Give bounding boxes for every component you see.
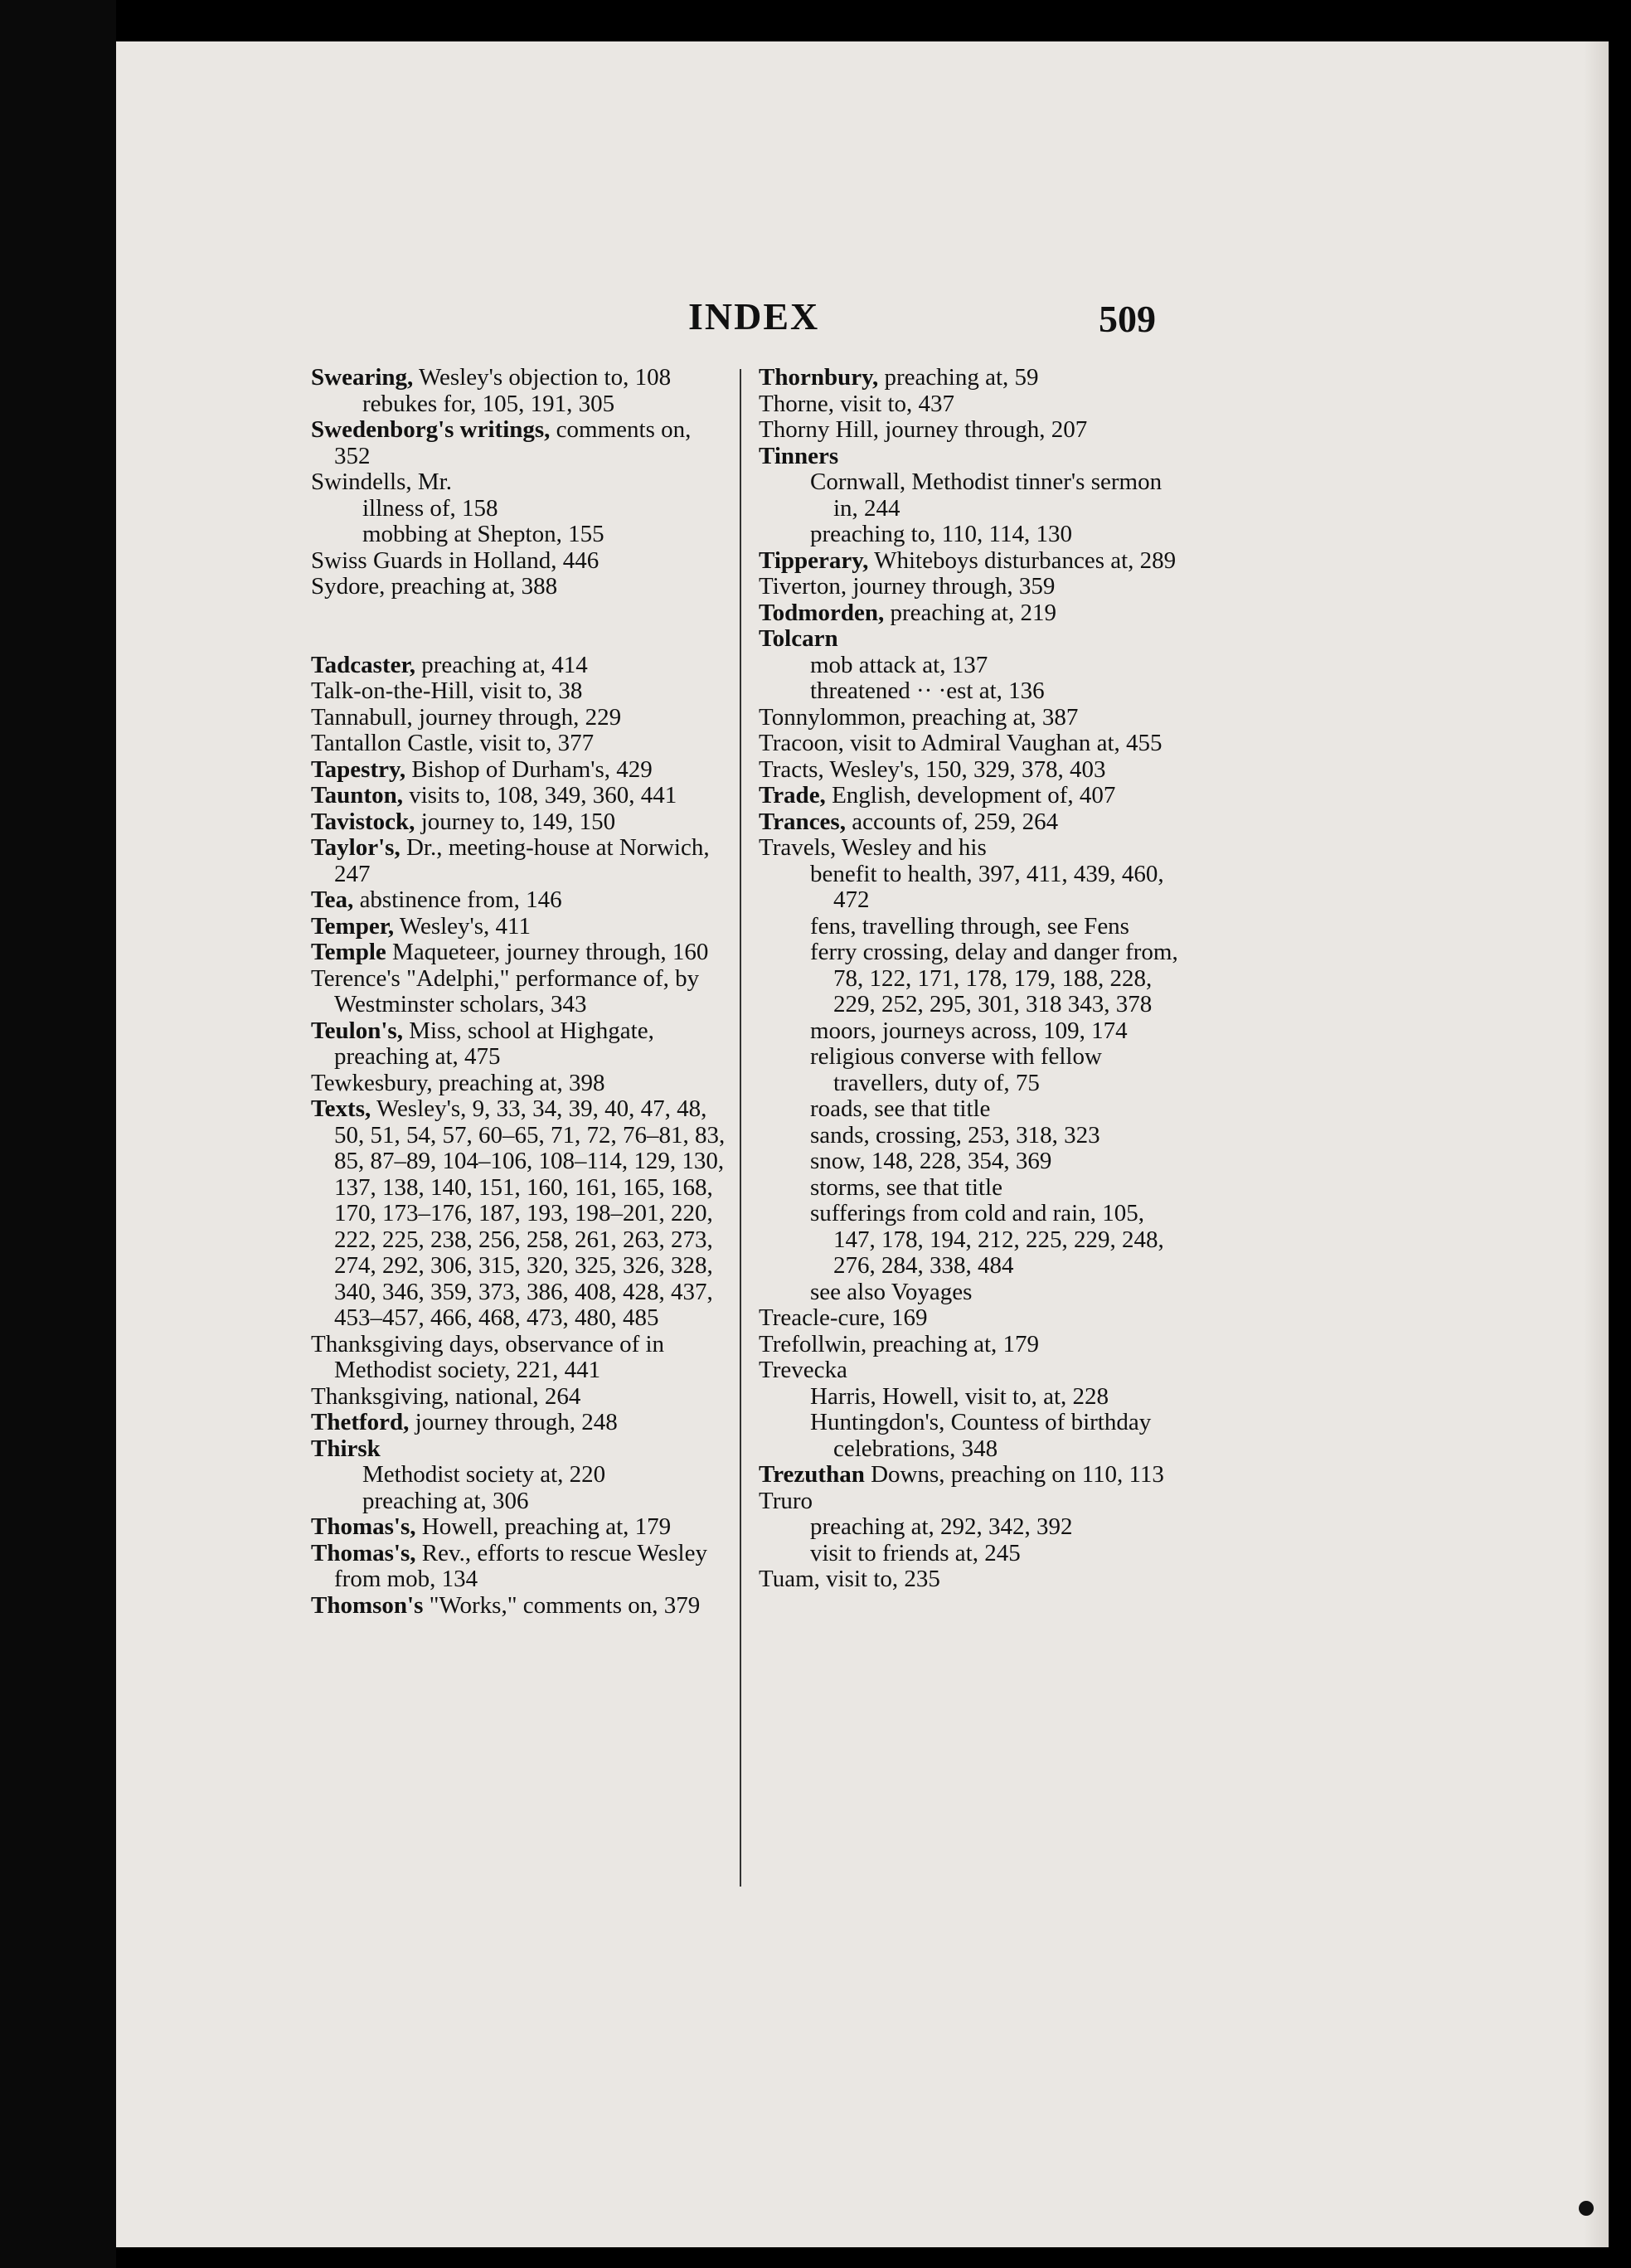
index-entry xyxy=(759,522,1190,548)
entry-text: ferry crossing, delay and danger from, 78, 122, 171, 178, 179, 188, 228, 229, 252, 295, 301, 318 343, 378 xyxy=(810,939,1178,1017)
index-entry xyxy=(759,1123,1190,1149)
entry-text: mobbing at Shepton, 155 xyxy=(362,521,604,547)
index-entry xyxy=(759,1514,1190,1541)
entry-text: Tewkesbury, preaching at, 398 xyxy=(311,1069,605,1096)
index-entry xyxy=(759,835,1190,862)
entry-text: fens, travelling through, see Fens xyxy=(810,912,1129,940)
index-entry xyxy=(311,731,726,757)
entry-text: Cornwall, Methodist tinner's sermon in, 244 xyxy=(810,469,1163,522)
index-entry xyxy=(311,574,726,600)
entry-text: Tannabull, journey through, 229 xyxy=(311,703,622,731)
entry-text: visit to friends at, 245 xyxy=(810,1539,1021,1566)
index-entry xyxy=(759,653,1190,679)
entry-text: Thorne, visit to, 437 xyxy=(759,390,955,417)
entry-heading: Taylor's, xyxy=(311,834,400,861)
index-entry xyxy=(311,522,726,548)
entry-text: Wesley's, 411 xyxy=(394,912,531,940)
index-entry xyxy=(311,1071,726,1097)
entry-heading: Tolcarn xyxy=(759,625,838,652)
index-entry xyxy=(311,365,726,391)
entry-text: preaching to, 110, 114, 130 xyxy=(810,521,1072,547)
index-entry xyxy=(311,1514,726,1541)
entry-text: sands, crossing, 253, 318, 323 xyxy=(810,1121,1100,1149)
entry-text: rebukes for, 105, 191, 305 xyxy=(362,390,615,417)
index-entry xyxy=(311,1436,726,1463)
index-entry xyxy=(311,835,726,887)
index-entry xyxy=(759,1305,1190,1332)
index-entry xyxy=(759,1489,1190,1515)
entry-heading: Thornbury, xyxy=(759,364,879,391)
entry-text: moors, journeys across, 109, 174 xyxy=(810,1017,1128,1044)
index-entry xyxy=(311,914,726,940)
entry-text: preaching at, 414 xyxy=(415,651,588,678)
entry-heading: Teulon's, xyxy=(311,1017,403,1044)
section-gap xyxy=(311,600,726,653)
entry-heading: Tadcaster, xyxy=(311,651,415,678)
index-entry xyxy=(759,1044,1190,1096)
entry-heading: Swearing, xyxy=(311,364,414,391)
index-entry xyxy=(759,469,1190,522)
index-entry xyxy=(759,444,1190,470)
entry-text: Miss, school at Highgate, preaching at, 475 xyxy=(334,1017,654,1070)
index-entry xyxy=(311,1384,726,1411)
entry-text: Tantallon Castle, visit to, 377 xyxy=(311,730,595,756)
entry-heading: Swedenborg's writings, xyxy=(311,416,551,443)
entry-heading: Tavistock, xyxy=(311,808,415,835)
entry-heading: Thetford, xyxy=(311,1409,410,1435)
entry-text: English, development of, 407 xyxy=(825,782,1116,809)
index-entry xyxy=(311,1541,726,1593)
entry-text: Huntingdon's, Countess of birthday celebrations, 348 xyxy=(810,1409,1152,1462)
index-entry xyxy=(759,417,1190,444)
index-entry xyxy=(311,1410,726,1436)
entry-text: Methodist society at, 220 xyxy=(362,1461,606,1488)
entry-text: Thanksgiving days, observance of in Methodist society, 221, 441 xyxy=(311,1330,665,1383)
index-entry xyxy=(759,600,1190,627)
entry-text: visits to, 108, 349, 360, 441 xyxy=(402,782,677,809)
index-entry xyxy=(311,391,726,418)
entry-text: benefit to health, 397, 411, 439, 460, 472 xyxy=(810,860,1164,913)
entry-text: Wesley's, 9, 33, 34, 39, 40, 47, 48, 50, 51, 54, 57, 60–65, 71, 72, 76–81, 83, 85, 87–89, 104–106, 108–114, 129, 130, 137, 138, 140, 151, 160, 161, 165, 168, 170, 173–176, 187, 193, 198–201, 220, 222, 225, 238, 256, 258, 261, 263, 273, 274, 292, 306, 315, 320, 325, 326, 328, 340, 346, 359, 373, 386, 408, 428, 437, 453–457, 466, 468, 473, 480, 485 xyxy=(334,1095,726,1331)
index-entry xyxy=(311,705,726,731)
index-entry xyxy=(311,678,726,705)
entry-text: snow, 148, 228, 354, 369 xyxy=(810,1148,1052,1174)
entry-text: sufferings from cold and rain, 105, 147, 178, 194, 212, 225, 229, 248, 276, 284, 338, 484 xyxy=(810,1200,1164,1279)
index-entry xyxy=(759,1096,1190,1123)
entry-text: preaching at, 292, 342, 392 xyxy=(810,1513,1073,1540)
running-head xyxy=(116,290,1609,340)
entry-text: "Works," comments on, 379 xyxy=(423,1591,701,1619)
index-entry xyxy=(311,809,726,836)
index-entry xyxy=(311,1332,726,1384)
entry-heading: Thomas's, xyxy=(311,1513,416,1540)
entry-text: Trefollwin, preaching at, 179 xyxy=(759,1330,1040,1357)
page-edge xyxy=(1584,41,1609,2247)
entry-text: Tracts, Wesley's, 150, 329, 378, 403 xyxy=(759,755,1106,783)
index-column-right xyxy=(759,365,1190,1593)
entry-text: Tonnylommon, preaching at, 387 xyxy=(759,703,1079,731)
entry-text: religious converse with fellow travellers, duty of, 75 xyxy=(810,1043,1102,1096)
entry-text: Tuam, visit to, 235 xyxy=(759,1566,940,1592)
index-entry xyxy=(759,678,1190,705)
entry-text: Sydore, preaching at, 388 xyxy=(311,573,558,600)
entry-text: Rev., efforts to rescue Wesley from mob, 134 xyxy=(334,1539,707,1592)
index-entry xyxy=(759,1541,1190,1567)
entry-text: Thorny Hill, journey through, 207 xyxy=(759,416,1088,443)
index-entry xyxy=(759,1018,1190,1045)
entry-text: preaching at, 59 xyxy=(878,364,1039,391)
entry-text: Thanksgiving, national, 264 xyxy=(311,1382,581,1410)
entry-text: comments on, 352 xyxy=(334,416,692,469)
index-entry xyxy=(759,783,1190,809)
index-entry xyxy=(759,1175,1190,1202)
index-entry xyxy=(759,757,1190,784)
column-divider xyxy=(740,369,741,1887)
entry-text: accounts of, 259, 264 xyxy=(845,808,1059,835)
index-entry xyxy=(311,1462,726,1489)
entry-text: Treacle-cure, 169 xyxy=(759,1304,928,1331)
index-entry xyxy=(311,469,726,496)
index-entry xyxy=(759,914,1190,940)
index-entry xyxy=(759,626,1190,653)
index-entry xyxy=(311,1489,726,1515)
index-entry xyxy=(759,548,1190,575)
index-entry xyxy=(311,783,726,809)
entry-text: Terence's "Adelphi," performance of, by Westminster scholars, 343 xyxy=(311,964,700,1017)
index-entry xyxy=(311,966,726,1018)
entry-text: Maqueteer, journey through, 160 xyxy=(386,939,709,965)
index-entry xyxy=(759,862,1190,914)
entry-heading: Temper, xyxy=(311,912,395,940)
index-entry xyxy=(759,940,1190,1018)
index-entry xyxy=(311,548,726,575)
entry-heading: Taunton, xyxy=(311,782,403,809)
entry-text: Downs, preaching on 110, 113 xyxy=(864,1461,1164,1488)
entry-text: preaching at, 306 xyxy=(362,1487,529,1514)
index-entry xyxy=(759,1462,1190,1489)
entry-text: Tiverton, journey through, 359 xyxy=(759,573,1056,600)
index-entry xyxy=(759,809,1190,836)
entry-text: Swindells, Mr. xyxy=(311,469,452,495)
entry-text: mob attack at, 137 xyxy=(810,651,988,678)
entry-text: Whiteboys disturbances at, 289 xyxy=(868,546,1177,574)
index-entry xyxy=(759,1201,1190,1280)
entry-heading: Temple xyxy=(311,939,386,965)
entry-heading: Trances, xyxy=(759,808,846,835)
entry-text: Talk-on-the-Hill, visit to, 38 xyxy=(311,677,583,704)
entry-text: Dr., meeting-house at Norwich, 247 xyxy=(334,834,710,887)
entry-heading: Thomas's, xyxy=(311,1539,416,1566)
entry-text: Travels, Wesley and his xyxy=(759,834,987,861)
entry-heading: Tinners xyxy=(759,442,839,469)
index-entry xyxy=(311,1096,726,1332)
entry-heading: Texts, xyxy=(311,1095,371,1122)
entry-text: storms, see that title xyxy=(810,1173,1002,1201)
index-column-left xyxy=(311,365,726,1619)
index-entry xyxy=(311,887,726,914)
index-entry xyxy=(311,653,726,679)
index-entry xyxy=(759,1149,1190,1175)
index-entry xyxy=(759,731,1190,757)
entry-text: Truro xyxy=(759,1487,813,1514)
page-title: INDEX xyxy=(688,295,820,338)
index-entry xyxy=(759,1410,1190,1462)
index-entry xyxy=(759,1280,1190,1306)
index-entry xyxy=(759,365,1190,391)
book-page xyxy=(116,41,1609,2247)
index-entry xyxy=(311,1018,726,1071)
entry-text: Trevecka xyxy=(759,1357,847,1383)
entry-text: Wesley's objection to, 108 xyxy=(413,364,672,391)
entry-text: abstinence from, 146 xyxy=(353,886,562,913)
entry-text: preaching at, 219 xyxy=(884,599,1056,626)
entry-text: Harris, Howell, visit to, at, 228 xyxy=(810,1382,1109,1410)
index-entry xyxy=(759,391,1190,418)
entry-heading: Tapestry, xyxy=(311,755,406,783)
entry-heading: Trade, xyxy=(759,782,826,809)
entry-text: Bishop of Durham's, 429 xyxy=(405,755,653,783)
index-entry xyxy=(759,705,1190,731)
entry-text: roads, see that title xyxy=(810,1095,991,1122)
index-entry xyxy=(311,940,726,966)
index-entry xyxy=(759,574,1190,600)
index-entry xyxy=(759,1357,1190,1384)
entry-text: journey to, 149, 150 xyxy=(415,808,616,835)
ink-blot xyxy=(1579,2201,1594,2216)
entry-text: illness of, 158 xyxy=(362,494,498,522)
entry-text: threatened ·· ·est at, 136 xyxy=(810,677,1045,704)
entry-text: Howell, preaching at, 179 xyxy=(415,1513,672,1540)
entry-text: journey through, 248 xyxy=(409,1409,618,1435)
index-entry xyxy=(311,417,726,469)
scan-border xyxy=(0,0,116,2268)
index-entry xyxy=(311,1593,726,1620)
page-number: 509 xyxy=(1099,298,1156,340)
index-entry xyxy=(759,1384,1190,1411)
entry-heading: Trezuthan xyxy=(759,1461,865,1488)
entry-heading: Thomson's xyxy=(311,1591,424,1619)
entry-heading: Tea, xyxy=(311,886,354,913)
entry-text: Swiss Guards in Holland, 446 xyxy=(311,546,599,574)
entry-heading: Tipperary, xyxy=(759,546,869,574)
entry-heading: Todmorden, xyxy=(759,599,885,626)
entry-heading: Thirsk xyxy=(311,1435,381,1462)
entry-text: Tracoon, visit to Admiral Vaughan at, 455 xyxy=(759,730,1163,756)
index-entry xyxy=(759,1332,1190,1358)
index-entry xyxy=(759,1566,1190,1593)
index-entry xyxy=(311,757,726,784)
index-entry xyxy=(311,496,726,522)
entry-text: see also Voyages xyxy=(810,1278,973,1305)
